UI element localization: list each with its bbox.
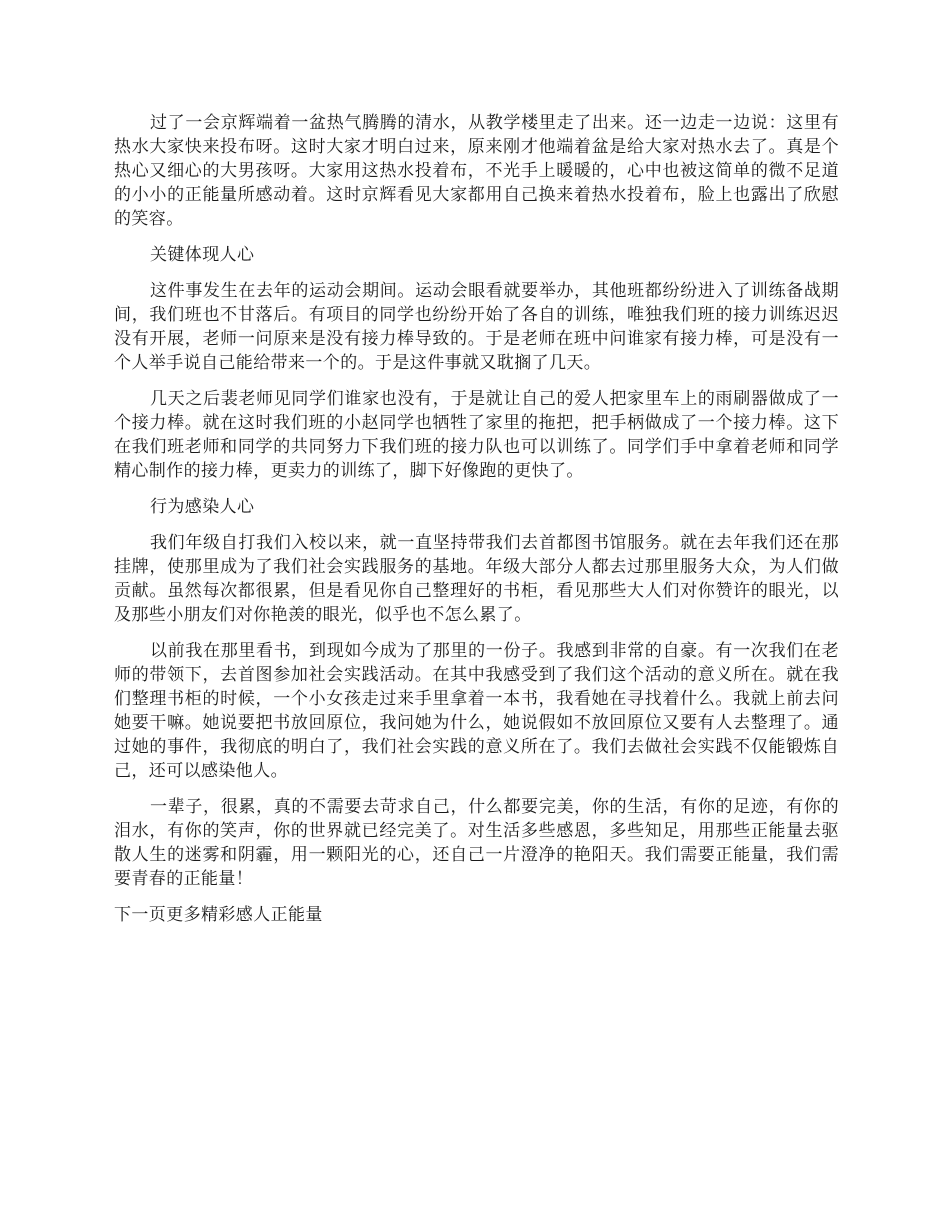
paragraph: 这件事发生在去年的运动会期间。运动会眼看就要举办，其他班都纷纷进入了训练备战期间，我们班也不甘落后。有项目的同学也纷纷开始了各自的训练，唯独我们班的接力训练迟迟没有开展，老师一问原来是没有接力棒导致的。于是老师在班中问谁家有接力棒，可是没有一个人举手说自己能给带来一个的。于是这件事就又耽搁了几天。 (114, 281, 839, 373)
document-body (114, 111, 839, 927)
paragraph: 我们年级自打我们入校以来，就一直坚持带我们去首都图书馆服务。就在去年我们还在那挂牌，使那里成为了我们社会实践服务的基地。年级大部分人都去过那里服务大众，为人们做贡献。虽然每次都很累，但是看见你自己整理好的书柜，看见那些大人们对你赞许的眼光，以及那些小朋友们对你艳羡的眼光，似乎也不怎么累了。 (114, 533, 839, 625)
section-heading: 行为感染人心 (150, 497, 255, 517)
paragraph: 一辈子，很累，真的不需要去苛求自己，什么都要完美，你的生活，有你的足迹，有你的泪水，有你的笑声，你的世界就已经完美了。对生活多些感恩，多些知足，用那些正能量去驱散人生的迷雾和阴霾，用一颗阳光的心，还自己一片澄净的艳阳天。我们需要正能量，我们需要青春的正能量！ (114, 797, 839, 889)
paragraph: 几天之后裴老师见同学们谁家也没有，于是就让自己的爱人把家里车上的雨刷器做成了一个接力棒。就在这时我们班的小赵同学也牺牲了家里的拖把，把手柄做成了一个接力棒。这下在我们班老师和同学的共同努力下我们班的接力队也可以训练了。同学们手中拿着老师和同学精心制作的接力棒，更卖力的训练了，脚下好像跑的更快了。 (114, 389, 839, 481)
paragraph: 以前我在那里看书，到现如今成为了那里的一份子。我感到非常的自豪。有一次我们在老师的带领下，去首图参加社会实践活动。在其中我感受到了我们这个活动的意义所在。就在我们整理书柜的时候，一个小女孩走过来手里拿着一本书，我看她在寻找着什么。我就上前去问她要干嘛。她说要把书放回原位，我问她为什么，她说假如不放回原位又要有人去整理了。通过她的事件，我彻底的明白了，我们社会实践的意义所在了。我们去做社会实践不仅能锻炼自己，还可以感染他人。 (114, 641, 839, 781)
next-page-link[interactable]: 下一页更多精彩感人正能量 (114, 905, 323, 925)
section-heading: 关键体现人心 (150, 245, 255, 265)
paragraph: 过了一会京辉端着一盆热气腾腾的清水，从教学楼里走了出来。还一边走一边说：这里有热水大家快来投布呀。这时大家才明白过来，原来刚才他端着盆是给大家对热水去了。真是个热心又细心的大男孩呀。大家用这热水投着布，不光手上暖暖的，心中也被这简单的微不足道的小小的正能量所感动着。这时京辉看见大家都用自己换来着热水投着布，脸上也露出了欣慰的笑容。 (114, 113, 839, 229)
